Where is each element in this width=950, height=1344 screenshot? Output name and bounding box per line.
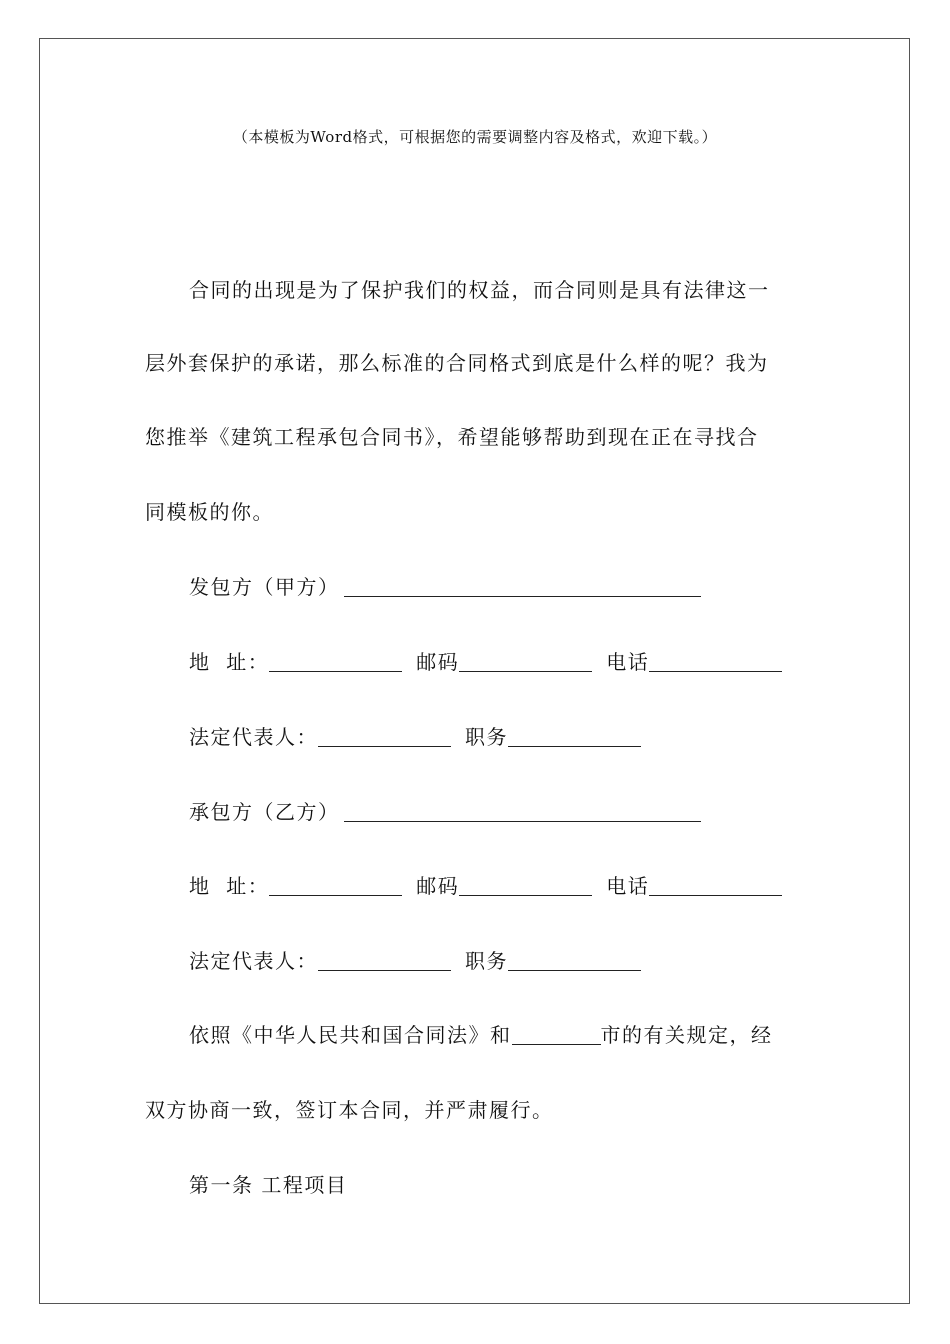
party-a-address-label: 地 址： — [189, 650, 270, 674]
party-b-rep-blank[interactable] — [318, 950, 451, 971]
party-b-postcode-blank[interactable] — [459, 875, 592, 896]
party-a-address-blank[interactable] — [269, 651, 402, 672]
party-b-phone-label: 电话 — [606, 874, 650, 898]
party-a-phone-label: 电话 — [606, 650, 650, 674]
party-a-name-blank[interactable] — [344, 576, 701, 597]
party-b-rep-label: 法定代表人： — [189, 949, 318, 973]
party-a-rep-blank[interactable] — [318, 726, 451, 747]
intro-line-3: 您推举《建筑工程承包合同书》，希望能够帮助到现在正在寻找合 — [145, 425, 759, 449]
party-a-postcode-label: 邮码 — [416, 650, 460, 674]
party-a-position-blank[interactable] — [508, 726, 641, 747]
party-b-address-label: 地 址： — [189, 874, 270, 898]
city-blank[interactable] — [512, 1024, 601, 1045]
party-a-position-label: 职务 — [465, 725, 508, 749]
article-1-heading: 第一条 工程项目 — [189, 1173, 348, 1197]
party-b-name-blank[interactable] — [344, 801, 701, 822]
party-a-address-row — [189, 649, 839, 675]
party-b-row — [189, 799, 839, 825]
party-a-title: 发包方（甲方） — [189, 575, 340, 599]
intro-line-4: 同模板的你。 — [145, 500, 274, 524]
party-b-address-row — [189, 873, 839, 899]
basis-line-2: 双方协商一致，签订本合同，并严肃履行。 — [145, 1098, 554, 1122]
party-b-title: 承包方（乙方） — [189, 800, 340, 824]
party-a-rep-row — [189, 724, 839, 750]
party-b-phone-blank[interactable] — [649, 875, 782, 896]
party-b-position-label: 职务 — [465, 949, 508, 973]
party-a-row — [189, 574, 839, 600]
intro-line-2: 层外套保护的承诺，那么标准的合同格式到底是什么样的呢？我为 — [145, 351, 769, 375]
basis-text-1: 依照《中华人民共和国合同法》和 — [189, 1023, 512, 1047]
template-note: （本模板为Word格式，可根据您的需要调整内容及格式，欢迎下载。） — [232, 128, 718, 146]
basis-line-1 — [189, 1022, 839, 1048]
party-a-phone-blank[interactable] — [649, 651, 782, 672]
party-b-postcode-label: 邮码 — [416, 874, 460, 898]
basis-text-2: 市的有关规定，经 — [600, 1023, 773, 1047]
party-b-position-blank[interactable] — [508, 950, 641, 971]
intro-line-1: 合同的出现是为了保护我们的权益，而合同则是具有法律这一 — [189, 278, 770, 302]
party-a-rep-label: 法定代表人： — [189, 725, 318, 749]
party-b-rep-row — [189, 948, 839, 974]
party-b-address-blank[interactable] — [269, 875, 402, 896]
party-a-postcode-blank[interactable] — [459, 651, 592, 672]
